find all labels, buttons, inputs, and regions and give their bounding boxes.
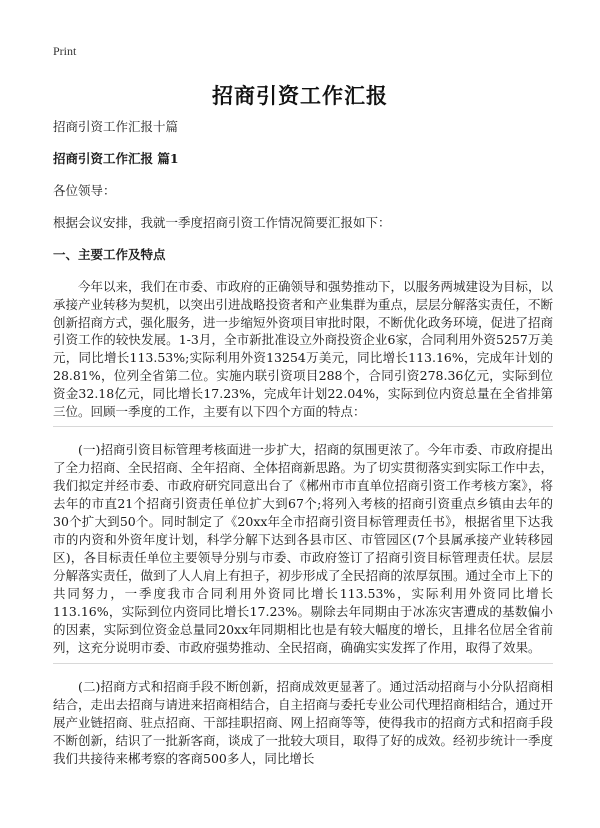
document-subtitle: 招商引资工作汇报十篇 bbox=[53, 119, 179, 134]
document-title: 招商引资工作汇报 bbox=[212, 83, 388, 108]
print-label[interactable]: Print bbox=[53, 44, 77, 58]
body-paragraph-overview: 今年以来，我们在市委、市政府的正确领导和强势推动下，以服务两城建设为目标，以承接产业转移为契机，以突出引进战略投资者和产业集群为重点，层层分解落实责任，不断创新招商方式，强化服务，进一步缩短外资项目审批时限，不断优化政务环境，促进了招商引资工作的较快发展。1-3月，全市新批准设立外商投资企业6家，合同利用外资5257万美元，同比增长113.53%;实际利用外资13254万美元，同比增长113.16%，完成年计划的28.81%，位列全省第二位。实施内联引资项目288个，合同引资278.36亿元，实际到位资金32.18亿元，同比增长17.23%，完成年计划22.04%，实际到位内资总量在全省排第三位。回顾一季度的工作，主要有以下四个方面的特点： bbox=[53, 278, 553, 427]
greeting: 各位领导： bbox=[53, 183, 116, 198]
section-heading: 一、主要工作及特点 bbox=[53, 247, 166, 262]
body-paragraph-methods: (二)招商方式和招商手段不断创新，招商成效更显著了。通过活动招商与小分队招商相结合，走出去招商与请进来招商相结合，自主招商与委托专业公司代理招商相结合，通过开展产业链招商、驻点招商、干部挂职招商、网上招商等等，使得我市的招商方式和招商手段不断创新，结识了一批新客商，谈成了一批较大项目，取得了好的成效。经初步统计一季度我们共接待来郴考察的客商500多人，同比增长 bbox=[53, 679, 554, 767]
document-body bbox=[53, 118, 553, 788]
intro-paragraph: 根据会议安排，我就一季度招商引资工作情况简要汇报如下： bbox=[53, 215, 391, 230]
body-paragraph-target-management: (一)招商引资目标管理考核面进一步扩大，招商的氛围更浓了。今年市委、市政府提出了全力招商、全民招商、全年招商、全体招商新思路。为了切实贯彻落实到实际工作中去，我们拟定并经市委、市政府研究同意出台了《郴州市市直单位招商引资工作考核方案》，将去年的市直21个招商引资责任单位扩大到67个;将列入考核的招商引资重点乡镇由去年的30个扩大到50个。同时制定了《20xx年全市招商引资目标管理责任书》，根据省里下达我市的内资和外资年度计划，科学分解下达到各县市区、市管园区(7个县属承接产业转移园区)，各目标责任单位主要领导分别与市委、市政府签订了招商引资目标管理责任状。层层分解落实责任，做到了人人肩上有担子，初步形成了全民招商的浓厚氛围。通过全市上下的共同努力，一季度我市合同利用外资同比增长113.53%，实际利用外资同比增长113.16%，实际到位内资同比增长17.23%。剔除去年同期由于冰冻灾害遭成的基数偏小的因素，实际到位资金总量同20xx年同期相比也是有较大幅度的增长，且排名位居全省前列，这充分说明市委、市政府强势推动、全民招商，确确实实发挥了作用，取得了效果。 bbox=[53, 441, 553, 664]
piece-title: 招商引资工作汇报 篇1 bbox=[53, 151, 179, 166]
